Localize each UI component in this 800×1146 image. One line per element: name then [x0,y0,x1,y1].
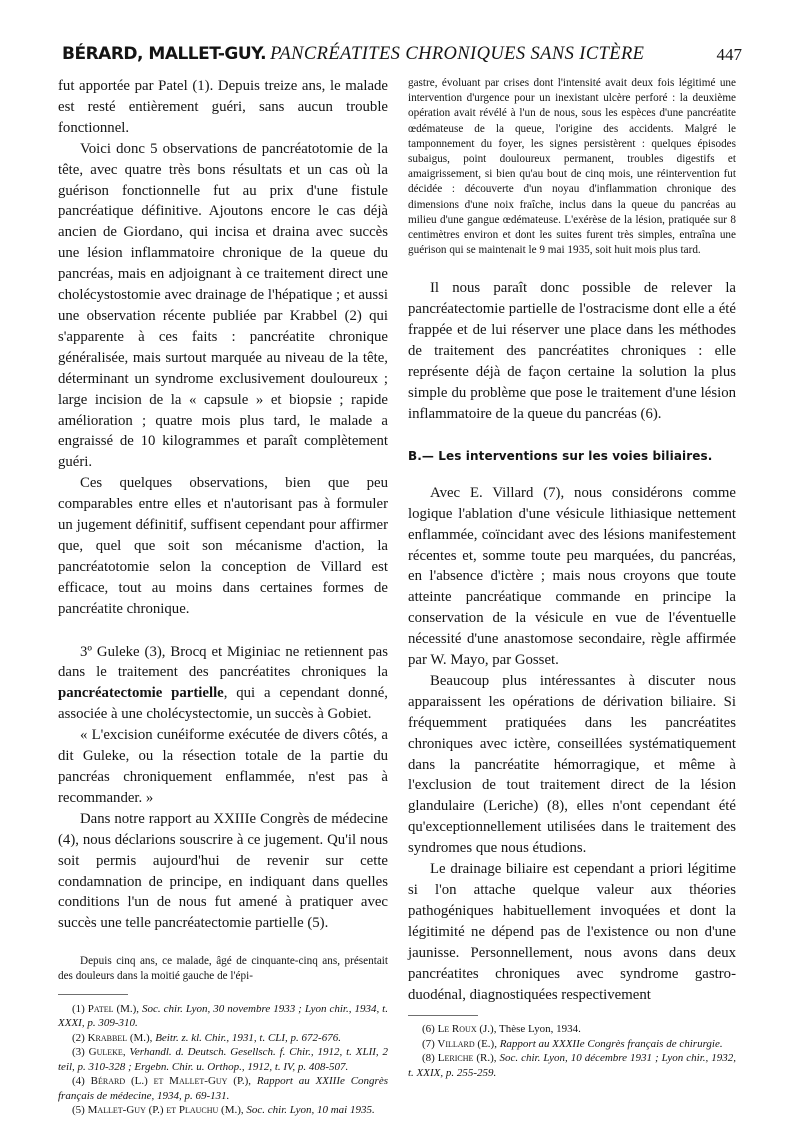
paragraph [58,642,388,726]
footnote-ref: Beitr. z. kl. Chir., 1931, t. CLI, p. 672-676. [152,1031,341,1044]
quotation: « L'excision cunéiforme exécutée de divers côtés, a dit Guleke, ou la résection totale de la partie du pancréas chroniquement enflammée, n'est pas à recommander. » [58,727,388,806]
footnote-author: (3) Guleke, [72,1046,126,1059]
header-title: PANCRÉATITES CHRONIQUES SANS ICTÈRE [270,44,645,64]
paragraph: Ces quelques observations, bien que peu comparables entre elles et n'autorisant pas à formuler un jugement définitif, suffisent cependant pour affirmer que, quel que soit son mécanisme d'action, la pancréatotomie selon la conception de Villard est efficace, tout au moins dans certaines formes de pancréatite chronique. [58,475,388,617]
paragraph-text: , qui a cependant donné, associée à une cholécystectomie, un succès à Gobiet. [58,685,388,723]
footnote [408,1051,736,1080]
footnote-author: (5) Mallet-Guy (P.) et Plauchu (M.), [72,1104,244,1117]
footnote-author: (6) Le Roux (J.), [422,1023,497,1036]
paragraph: Avec E. Villard (7), nous considérons comme logique l'ablation d'une vésicule lithiasique nettement enflammée, coïncidant avec des lésions manifestement récentes et, somme toute peu marquées, du pancréas, en l'absence d'ictère ; mais nous croyons que toute atteinte pancréatique commande en principe la conservation de la vésicule en vue de l'éventuelle nécessité d'une anastomose secondaire, règle affirmée par W. Mayo, par Gosset. [408,484,736,669]
footnote-ref: Verhandl. d. Deutsch. Gesellsch. f. Chir., 1912, t. XLII, 2 teil, p. 310-328 ; Ergebn. Chir. u. Orthop., 1912, t. IV, p. 408-507. [58,1046,388,1073]
footnote [58,1103,388,1118]
footnote [58,1002,388,1031]
footnote-rule [58,994,128,995]
paragraph: Dans notre rapport au XXIIIe Congrès de médecine (4), nous déclarions souscrire à ce jugement. Qu'il nous soit permis aujourd'hui de revenir sur cette condamnation de principe, en indiquant dans quelles conditions l'un de nous fut amené à pratiquer avec succès une telle pancréatectomie partielle (5). [58,810,388,932]
footnote-ref: Soc. chir. Lyon, 30 novembre 1933 ; Lyon chir., 1934, t. XXXI, p. 309-310. [58,1002,388,1030]
running-header [62,44,742,70]
footnote-rule [408,1015,478,1016]
emphasis-term: pancréatectomie partielle [58,685,224,702]
paragraph: Le drainage biliaire est cependant a priori légitime si l'on attache quelque valeur aux théories pathogéniques habituellement invoquées et dont la légitimité ne dépend pas de l'existence ou non d'une jaunisse. Personnellement, nous avons dans deux pancréatites chroniques avec syndrome gastro-duodénal, diagnostiquées respectivement [408,861,736,1003]
footnote [58,1074,388,1103]
paragraph: Voici donc 5 observations de pancréatotomie de la tête, avec quatre très bons résultats et un cas où la guérison fonctionnelle fut au prix d'une fistule pancréatique définitive. Ajoutons encore le cas déjà ancien de Giordano, qui incisa et draina avec succès une lésion inflammatoire chronique de la queue du pancréas, mais en adjoignant à ce traitement direct une cholécystostomie avec drainage de l'hépatique ; et aussi une observation récente publiée par Krabbel (2) qui s'apparente à ces faits : pancréatite chronique généralisée, mais surtout marquée au niveau de la tête, déterminant un syndrome exclusivement douloureux ; large incision de la « capsule » et biopsie ; rapide amélioration ; quatre mois plus tard, le malade a engraissé de 10 kilogrammes et paraît complètement guéri. [58,140,388,471]
section-heading: B.— Les interventions sur les voies biliaires. [408,448,713,463]
footnote-author: (7) Villard (E.), [422,1037,497,1050]
case-note: gastre, évoluant par crises dont l'intensité avait deux fois légitimé une intervention d'urgence pour un inexistant ulcère perforé : la deuxième opération avait révélé à l'un de nous, sous les espèces d'une pancréatite œdémateuse de la queue, l'origine des accidents. Malgré le tamponnement du foyer, les signes persistèrent : quelques épisodes subaigus, point douloureux permanent, troubles digestifs et amaigrissement, si bien qu'au bout de cinq mois, une réintervention fut décidée : découverte d'un noyau d'inflammation chronique des dimensions d'une noix fraîche, inclus dans la queue du pancréas au milieu d'une gangue œdémateuse. L'exérèse de la lésion, pratiquée sur 8 centimètres environ et dont les suites furent très simples, entraîna une guérison qui se maintenait le 9 mai 1935, soit huit mois plus tard. [408,77,736,257]
page-number: 447 [716,45,742,64]
footnote-author: (2) Krabbel (M.), [72,1031,153,1044]
right-column [408,76,736,1080]
left-column [58,76,388,1118]
footnote [408,1037,736,1052]
footnote [58,1031,388,1046]
footnote-author: (4) Bérard (L.) et Mallet-Guy (P.), [72,1075,252,1088]
footnote [58,1045,388,1074]
footnote [408,1022,736,1037]
paragraph-text: 3º Guleke (3), Brocq et Miginiac ne retiennent pas dans le traitement des pancréatites chroniques la [58,643,388,681]
footnote-ref: Rapport au XXIIIe Congrès français de médecine, 1934, p. 69-131. [58,1075,388,1102]
footnotes-left [58,1002,388,1118]
footnote-author: (1) Patel (M.), [72,1002,140,1015]
paragraph: fut apportée par Patel (1). Depuis treize ans, le malade est resté entièrement guéri, sans aucun trouble fonctionnel. [58,78,388,136]
footnote-ref: Rapport au XXXIIe Congrès français de chirurgie. [496,1037,723,1050]
footnote-ref: Thèse Lyon, 1934. [496,1023,581,1036]
paragraph: Beaucoup plus intéressantes à discuter nous apparaissent les opérations de dérivation biliaire. Si fréquemment pratiquées dans les pancréatites chroniques avec ictère, conseillées systématiquement dans la pancréatite hémorragique, et même à l'exclusion de tout traitement direct de la lésion glandulaire (Leriche) (8), elles n'ont cependant été qu'exceptionnellement utilisées dans le traitement des syndromes que nous étudions. [408,672,736,857]
header-authors: BÉRARD, MALLET-GUY. [62,44,267,64]
case-note: Depuis cinq ans, ce malade, âgé de cinquante-cinq ans, présentait des douleurs dans la moitié gauche de l'épi- [58,955,388,983]
footnote-ref: Soc. chir. Lyon, 10 mai 1935. [243,1104,375,1117]
footnotes-right [408,1022,736,1080]
paragraph: Il nous paraît donc possible de relever la pancréatectomie partielle de l'ostracisme dont elle a été frappée et de lui réserver une place dans les méthodes de traitement des pancréatites chroniques : elle représente déjà de façon certaine la solution la plus simple du problème que pose le traitement d'une lésion inflammatoire de la queue du pancréas (6). [408,280,736,422]
footnote-ref: Soc. chir. Lyon, 10 décembre 1931 ; Lyon chir., 1932, t. XXIX, p. 255-259. [408,1052,736,1079]
footnote-author: (8) Leriche (R.), [422,1052,497,1065]
